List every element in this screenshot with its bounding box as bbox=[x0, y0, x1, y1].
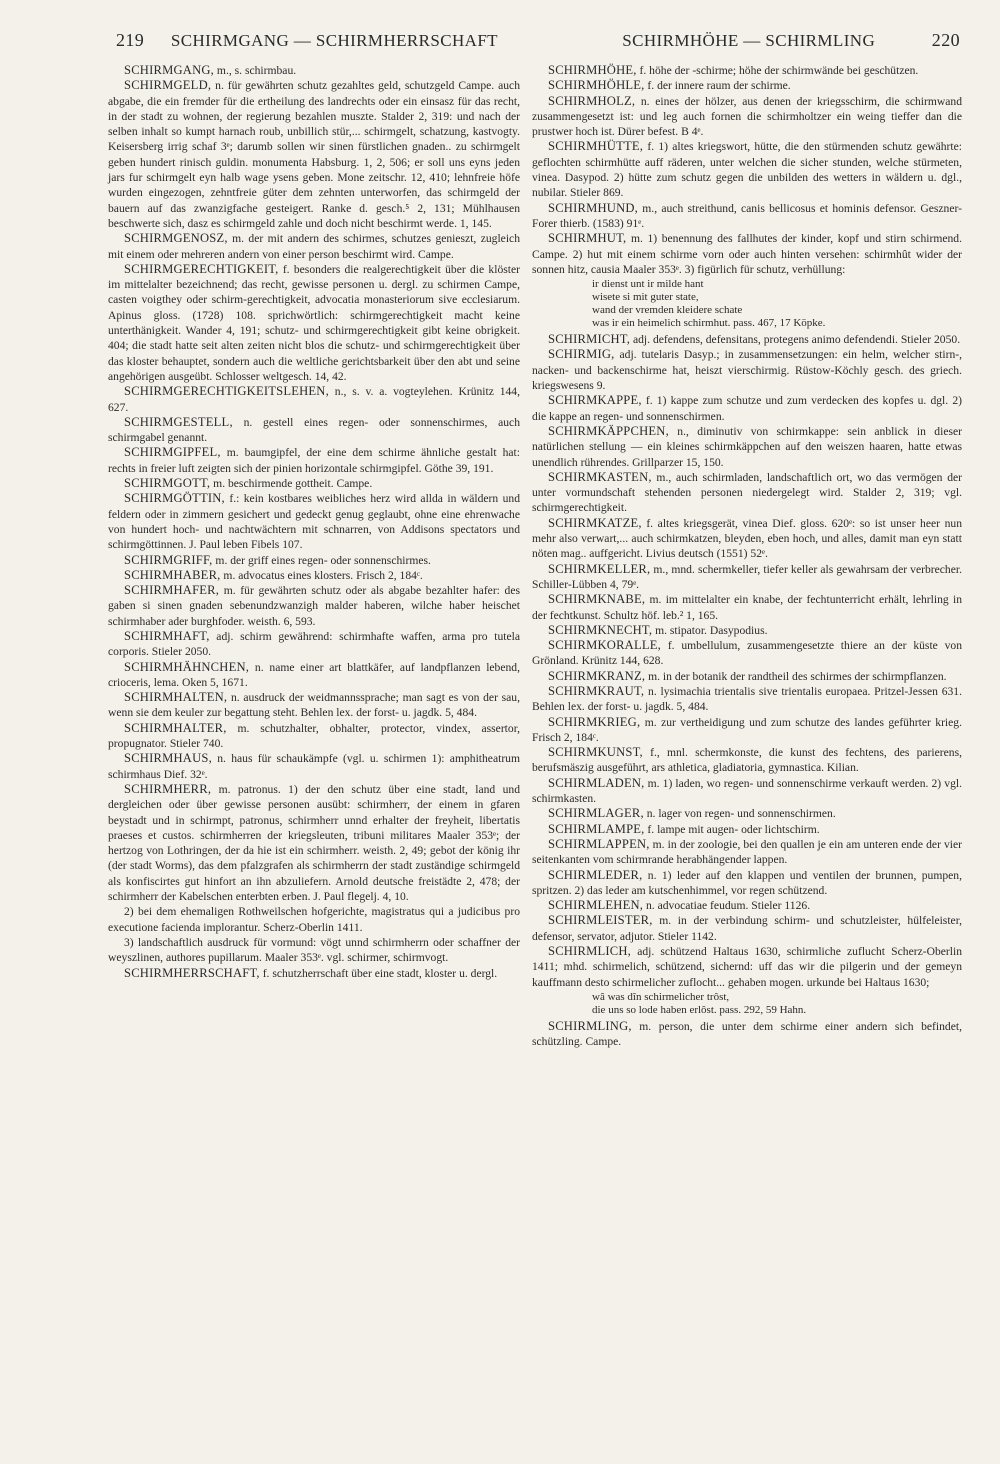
entry-definition: m., auch schirmladen, landschaftlich ort, wo das vermögen der unter vormundschaft stehenden personen niedergelegt wird. Stalder 2, 319; vgl. schirmgerechtigkeit. bbox=[532, 470, 962, 515]
dictionary-entry bbox=[532, 868, 962, 899]
entry-definition: f. altes kriegsgerät, vinea Dief. gloss. 620ᵉ: so ist unser heer nun mehr also verwart,... auch schirmkatzen, bleyden, eben hoch, und alles, damit man eyn statt nöten mag.. auffgericht. Livius deutsch (1551) 52ᵉ. bbox=[532, 516, 962, 561]
entry-definition: m. der mit andern des schirmes, schutzes genieszt, zugleich mit einem oder mehreren andern von einer person beschirmt wird. Campe. bbox=[108, 232, 520, 261]
entry-headword: SCHIRMKORALLE, bbox=[548, 638, 662, 653]
dictionary-entry bbox=[532, 424, 962, 470]
left-column bbox=[108, 63, 520, 981]
entry-headword: SCHIRMKNABE, bbox=[548, 592, 646, 607]
entry-headword: SCHIRMGANG, bbox=[124, 63, 215, 77]
entry-definition: m. der griff eines regen- oder sonnenschirmes. bbox=[212, 553, 431, 567]
entry-headword: SCHIRMGESTELL, bbox=[124, 414, 233, 429]
dictionary-entry bbox=[532, 592, 962, 623]
dictionary-entry bbox=[108, 78, 520, 231]
page-number-left: 219 bbox=[116, 30, 145, 50]
entry-definition: m. schutzhalter, obhalter, protector, vindex, assertor, propugnator. Stieler 740. bbox=[108, 721, 520, 751]
quotation-line: was ir ein heimelich schirmhut. pass. 467, 17 Köpke. bbox=[592, 317, 826, 330]
dictionary-entry bbox=[532, 139, 962, 200]
entry-headword: SCHIRMGENOSZ, bbox=[124, 231, 228, 246]
dictionary-entry bbox=[532, 347, 962, 393]
entry-definition: m. patronus. 1) der den schutz über eine stadt, land und dergleichen oder über gewisse personen ausübt: schirmherr, der einem in gfaren beystadt und in schirmpt, patronus, schirmherr unnd erhalter der freyheit, libertatis praeses et custos. schirmherren der kriegsleuten, tribuni militares Maaler 353ᵉ; der hertzog von Lothringen, der da hie ist ein schirmherr. weisth. 2, 49; gebot der könig ihr (der stadt Worms), das dem pfalzgrafen als schirmherrn der stadt zuständige schirmgeld als konfiscirtes gut hinfort an ihn abzuliefern. Arnold deutsche freistädte 2, 478; der schirmherr der Kabelschen enterbten erben. J. Paul flegelj. 4, 10. bbox=[108, 782, 520, 904]
entry-definition: m. im mittelalter ein knabe, der fechtunterricht erhält, lehrling in der fechtkunst. Schultz höf. leb.² 1, 165. bbox=[532, 593, 962, 622]
entry-headword: SCHIRMGERECHTIGKEIT, bbox=[124, 261, 279, 276]
dictionary-entry bbox=[108, 384, 520, 415]
running-header-left bbox=[116, 30, 498, 51]
dictionary-entry bbox=[108, 935, 520, 966]
entry-definition: f.: kein kostbares weibliches herz wird allda in wäldern und feldern oder in zimmern gesichert und gedeckt genug geglaubt, ohne eine ehrenwache von hundert hoch- und nachtwächtern mit schnarren, von Addisons spectators und schirmgöttinnen. J. Paul leben Fibels 107. bbox=[108, 492, 520, 552]
dictionary-entry bbox=[532, 715, 962, 746]
header-title-left: SCHIRMGANG — SCHIRMHERRSCHAFT bbox=[170, 31, 498, 50]
entry-headword: SCHIRMHÄHNCHEN, bbox=[124, 659, 250, 674]
dictionary-entry bbox=[108, 231, 520, 262]
quotation-line: ir dienst unt ir milde hant bbox=[592, 278, 704, 291]
entry-headword: SCHIRMHAFER, bbox=[124, 583, 220, 598]
entry-headword: SCHIRMHOLZ, bbox=[548, 93, 636, 108]
entry-definition: 2) bei dem ehemaligen Rothweilschen hofgerichte, magistratus qui a judicibus pro executione facienda implorantur. Scherz-Oberlin 1411. bbox=[108, 905, 520, 934]
entry-headword: SCHIRMLAPPEN, bbox=[548, 836, 650, 851]
entry-headword: SCHIRMLAGER, bbox=[548, 806, 644, 821]
entry-definition: n. haus für schaukämpfe (vgl. u. schirmen 1): amphitheatrum schirmhaus Dief. 32ᵉ. bbox=[108, 752, 520, 781]
entry-headword: SCHIRMGRIFF, bbox=[124, 552, 213, 567]
entry-definition: adj. defendens, defensitans, protegens animo defendendi. Stieler 2050. bbox=[630, 333, 961, 347]
dictionary-entry bbox=[108, 63, 520, 78]
entry-definition: f. schutzherrschaft über eine stadt, kloster u. dergl. bbox=[259, 966, 498, 980]
dictionary-entry bbox=[532, 332, 962, 347]
header-title-right: SCHIRMHÖHE — SCHIRMLING bbox=[622, 31, 876, 50]
entry-headword: SCHIRMLING, bbox=[548, 1018, 632, 1033]
entry-headword: SCHIRMKRANZ, bbox=[548, 668, 646, 683]
entry-headword: SCHIRMHALTEN, bbox=[124, 690, 228, 705]
entry-headword: SCHIRMKASTEN, bbox=[548, 469, 652, 484]
entry-headword: SCHIRMGERECHTIGKEITSLEHEN, bbox=[124, 384, 329, 399]
quotation bbox=[592, 991, 962, 1017]
entry-headword: SCHIRMLAMPE, bbox=[548, 821, 645, 836]
dictionary-entry bbox=[108, 553, 520, 568]
entry-definition: 3) landschaftlich ausdruck für vormund: vögt unnd schirmherrn oder schaffner der weyszlinen, authores pupillarum. Maaler 353ᵉ. vgl. schirmer, schirmvogt. bbox=[108, 935, 520, 965]
entry-definition: m. für gewährten schutz oder als abgabe bezahlter hafer: des gaben si sinen gnaden sebenundzwanzigh malder haberen, wilche haber heischet schirmhaber ader burghfoder. weisth. 6, 593. bbox=[108, 584, 520, 628]
entry-definition: n., diminutiv von schirmkappe: sein anblick in dieser natürlichen stellung — ein kleines schirmkäppchen auf den weiszen haaren, hatte etwas unendlich rührendes. Grillparzer 15, 150. bbox=[532, 424, 962, 469]
quotation-line: wand der vremden kleidere schate bbox=[592, 304, 743, 317]
entry-headword: SCHIRMLADEN, bbox=[548, 775, 645, 790]
dictionary-entry bbox=[532, 470, 962, 516]
dictionary-entry bbox=[108, 568, 520, 583]
dictionary-entry bbox=[532, 837, 962, 868]
dictionary-entry bbox=[532, 1019, 962, 1050]
entry-headword: SCHIRMHUND, bbox=[548, 200, 639, 215]
dictionary-entry bbox=[108, 445, 520, 476]
entry-headword: SCHIRMHALTER, bbox=[124, 720, 227, 735]
entry-headword: SCHIRMKAPPE, bbox=[548, 393, 642, 408]
entry-definition: m. person, die unter dem schirme einer andern sich befindet, schützling. Campe. bbox=[532, 1019, 962, 1049]
entry-headword: SCHIRMKATZE, bbox=[548, 515, 642, 530]
entry-headword: SCHIRMHUT, bbox=[548, 231, 627, 246]
dictionary-entry bbox=[532, 78, 962, 93]
dictionary-entry bbox=[532, 944, 962, 990]
entry-definition: adj. schützend Haltaus 1630, schirmliche zuflucht Scherz-Oberlin 1411; mhd. schirmelich, schützend, sichernd: uff das wir die pilgerin und der gemeyn kauffmann desto schirmelicher zuflocht... gehaben mogen. urkunde bei Haltaus 1630; bbox=[532, 945, 962, 989]
dictionary-entry bbox=[532, 516, 962, 562]
entry-definition: m. zur vertheidigung und zum schutze des landes geführter krieg. Frisch 2, 184ᶜ. bbox=[532, 715, 962, 744]
entry-definition: f. höhe der -schirme; höhe der schirmwände bei geschützen. bbox=[636, 64, 919, 77]
entry-headword: SCHIRMLEISTER, bbox=[548, 913, 653, 928]
entry-headword: SCHIRMKNECHT, bbox=[548, 622, 653, 637]
entry-definition: f. 1) kappe zum schutze und zum verdecken des kopfes u. dgl. 2) die kappe an regen- und sonnenschirmen. bbox=[532, 394, 962, 423]
dictionary-entry bbox=[532, 822, 962, 837]
entry-definition: m., s. schirmbau. bbox=[214, 64, 297, 77]
entry-headword: SCHIRMGOTT, bbox=[124, 476, 211, 491]
dictionary-entry bbox=[108, 491, 520, 552]
quotation-line: wisete si mit guter state, bbox=[592, 291, 699, 304]
entry-headword: SCHIRMHERR, bbox=[124, 781, 212, 796]
entry-headword: SCHIRMLEHEN, bbox=[548, 898, 644, 913]
dictionary-entry bbox=[532, 94, 962, 140]
entry-headword: SCHIRMHÜTTE, bbox=[548, 139, 644, 154]
entry-definition: f. umbellulum, zusammengesetzte thiere an der küste von Grönland. Krünitz 144, 628. bbox=[532, 639, 962, 668]
entry-definition: m. in der zoologie, bei den quallen je ein am unteren ende der vier seitenkanten vom schirmrande herabhängender lappen. bbox=[532, 837, 962, 867]
dictionary-entry bbox=[108, 966, 520, 981]
entry-definition: n. für gewährten schutz gezahltes geld, schutzgeld Campe. auch abgabe, die ein fremder für die ertheilung des landrechts oder ein einsasz für das recht, in der stadt zu wohnen, der regierung bezahlen muszte. Stalder 2, 319: und nach der selben inhalt so kumpt harnach roub, unbillich stür,... schirmgelt, schatzung, kastvogty. Keisersberg irrig schaf 3ᵉ; darumb sollen wir sinen fürstlichen gnaden.. zu schirmgelt geben hundert rinisch guldin. monumenta Habsburg. 1, 2, 506; er soll uns eyns jeden jars fur schirmgelt eyn halb wage ysens geben. Mone zeitschr. 12, 410; lehnfreie höfe wurden eingezogen, zehntfreie güter dem zehnten unterworfen, das schirmgeld der bauern auf das zwanzigfache gesteigert. Ranke d. gesch.⁵ 2, 131; Mühlhausen beschwerte sich, dasz es schirmgeld zahle und doch nicht beschirmt werde. 1, 145. bbox=[108, 79, 520, 230]
quotation bbox=[592, 278, 962, 330]
dictionary-entry bbox=[108, 262, 520, 384]
entry-headword: SCHIRMKUNST, bbox=[548, 745, 643, 760]
entry-definition: m., mnd. schermkeller, tiefer keller als gewahrsam der verbrecher. Schiller-Lübben 4, 79ᵉ. bbox=[532, 562, 962, 591]
entry-definition: m. 1) laden, wo regen- und sonnenschirme verkauft werden. 2) vgl. schirmkasten. bbox=[532, 776, 962, 806]
entry-definition: f., mnl. schermkonste, die kunst des fechtens, des parierens, berufsmäszig ausgeführt, ars athletica, gladiatoria, gymnastica. Kilian. bbox=[532, 746, 962, 775]
entry-definition: m. advocatus eines klosters. Frisch 2, 184ᶜ. bbox=[220, 568, 423, 582]
dictionary-entry bbox=[108, 782, 520, 904]
dictionary-entry bbox=[108, 583, 520, 629]
entry-headword: SCHIRMKELLER, bbox=[548, 561, 651, 576]
dictionary-entry bbox=[532, 745, 962, 776]
dictionary-entry bbox=[532, 669, 962, 684]
entry-definition: f. der innere raum der schirme. bbox=[644, 79, 791, 93]
dictionary-entry bbox=[108, 629, 520, 660]
entry-headword: SCHIRMKÄPPCHEN, bbox=[548, 423, 669, 438]
dictionary-entry bbox=[532, 776, 962, 807]
dictionary-entry bbox=[108, 751, 520, 782]
entry-headword: SCHIRMKRIEG, bbox=[548, 714, 641, 729]
dictionary-entry bbox=[532, 393, 962, 424]
dictionary-entry bbox=[532, 913, 962, 944]
entry-definition: adj. tutelaris Dasyp.; in zusammensetzungen: ein helm, welcher stirn-, nacken- und backenschirme hat, heiszt vierschirmig. Rüstow-Köchly gesch. des griech. kriegswesens 9. bbox=[532, 348, 962, 393]
entry-definition: f. 1) altes kriegswort, hütte, die den stürmenden schutz gewährte: geflochten schirmhütte auff räderen, unter welchen die sicher stunden, welche stürmeten, vinea. Dasypod. 2) hütte zum schutz gegen die unbilden des wetters in wäldern u. dgl., nubilar. Stieler 869. bbox=[532, 140, 962, 200]
entry-headword: SCHIRMGELD, bbox=[124, 78, 212, 93]
entry-definition: n. name einer art blattkäfer, auf landpflanzen lebend, crioceris, lema. Oken 5, 1671. bbox=[108, 660, 520, 689]
entry-headword: SCHIRMHÖHLE, bbox=[548, 78, 645, 93]
right-column bbox=[532, 63, 962, 1050]
entry-definition: m. 1) benennung des fallhutes der kinder, kopf und stirn schirmend. Campe. 2) hut mit einem schirme vorn oder auch hinten versehen: schirmhût wider der sonnen hitz, causia Maaler 353ᵉ. 3) figürlich für schutz, verhüllung: bbox=[532, 232, 962, 276]
running-header-right bbox=[622, 30, 960, 51]
entry-definition: m. beschirmende gottheit. Campe. bbox=[210, 477, 373, 491]
entry-definition: m. baumgipfel, der eine dem schirme ähnliche gestalt hat: rechts in freier luft zeigten sich der pinien horizontale schirmgipfel. Göthe 39, 191. bbox=[108, 446, 520, 475]
entry-definition: n. eines der hölzer, aus denen der kriegsschirm, die schirmwand zusammengesetzt ist: und leg auch fornen die schirmholtzer ein weing tieffer dan die prustwer hoch ist. Dürer befest. B 4ᵉ. bbox=[532, 94, 962, 139]
entry-definition: f. besonders die realgerechtigkeit über die klöster im mittelalter bezeichnend; das recht, gewisse personen u. dergl. zu schirmen Campe, casten voigthey oder schirm-gerechtigkeit, advocatia monasteriorum sive ecclesiarum. Apinus gloss. (1728) 108. sprichwörtlich: schirmgerechtigkeit macht keine unterthänigkeit. Wander 4, 191; schutz- und schirmgerechtigkeit gibt keine obrigkeit. 404; die stadt hatte seit alten zeiten nicht blos die schutz- und schirmgerechtigkeit über das kloster behauptet, sondern auch die weltliche gerichtsbarkeit über den abt und seine angehörigen ausgeübt. Schlosser weltgesch. 14, 42. bbox=[108, 262, 520, 383]
entry-headword: SCHIRMLEDER, bbox=[548, 867, 643, 882]
dictionary-entry bbox=[108, 476, 520, 491]
entry-definition: n. advocatiae feudum. Stieler 1126. bbox=[643, 899, 811, 913]
entry-headword: SCHIRMHABER, bbox=[124, 567, 221, 582]
dictionary-entry bbox=[532, 623, 962, 638]
dictionary-entry bbox=[532, 201, 962, 232]
dictionary-entry bbox=[108, 660, 520, 691]
dictionary-entry bbox=[532, 898, 962, 913]
entry-definition: f. lampe mit augen- oder lichtschirm. bbox=[644, 822, 820, 836]
entry-definition: n. ausdruck der weidmannssprache; man sagt es von der sau, wenn sie dem keuler zur begattung steht. Behlen lex. der forst- u. jagdk. 5, 484. bbox=[108, 691, 520, 720]
entry-headword: SCHIRMGIPFEL, bbox=[124, 445, 221, 460]
dictionary-entry bbox=[532, 638, 962, 669]
entry-definition: m., auch streithund, canis bellicosus et hominis defensor. Geszner-Forer thierb. (1583) 91ᵉ. bbox=[532, 201, 962, 230]
dictionary-entry bbox=[532, 806, 962, 821]
entry-headword: SCHIRMLICH, bbox=[548, 944, 632, 959]
dictionary-entry bbox=[108, 904, 520, 935]
dictionary-entry bbox=[108, 415, 520, 446]
dictionary-entry bbox=[532, 63, 962, 78]
entry-headword: SCHIRMHAFT, bbox=[124, 628, 210, 643]
dictionary-entry bbox=[532, 231, 962, 277]
entry-headword: SCHIRMIG, bbox=[548, 347, 615, 362]
entry-headword: SCHIRMGÖTTIN, bbox=[124, 491, 225, 506]
quotation-line: wâ was dîn schirmelicher trôst, bbox=[592, 990, 730, 1003]
entry-definition: n. gestell eines regen- oder sonnenschirmes, auch schirmgabel genannt. bbox=[108, 415, 520, 445]
entry-headword: SCHIRMHAUS, bbox=[124, 751, 212, 766]
entry-headword: SCHIRMHERRSCHAFT, bbox=[124, 965, 260, 980]
entry-definition: m. in der botanik der randtheil des schirmes der schirmpflanzen. bbox=[645, 669, 947, 683]
entry-headword: SCHIRMICHT, bbox=[548, 332, 631, 347]
dictionary-entry bbox=[108, 690, 520, 721]
quotation-line: die uns so lode haben erlôst. pass. 292, 59 Hahn. bbox=[592, 1003, 807, 1016]
entry-definition: m. in der verbindung schirm- und schutzleister, hülfeleister, defensor, servator, adjutor. Stieler 1142. bbox=[532, 914, 962, 943]
dictionary-entry bbox=[532, 684, 962, 715]
entry-definition: n. 1) leder auf den klappen und ventilen der brunnen, pumpen, spritzen. 2) das leder am kutschenhimmel, vor regen schützend. bbox=[532, 868, 962, 897]
entry-definition: adj. schirm gewährend: schirmhafte waffen, arma pro tutela corporis. Stieler 2050. bbox=[108, 629, 520, 659]
dictionary-entry bbox=[532, 562, 962, 593]
entry-definition: m. stipator. Dasypodius. bbox=[652, 623, 768, 637]
entry-headword: SCHIRMKRAUT, bbox=[548, 683, 645, 698]
entry-definition: n. lysimachia trientalis sive trientalis europaea. Pritzel-Jessen 631. Behlen lex. der forst- u. jagdk. 5, 484. bbox=[532, 684, 962, 714]
entry-definition: n., s. v. a. vogteylehen. Krünitz 144, 627. bbox=[108, 385, 520, 414]
page-number-right: 220 bbox=[931, 30, 960, 50]
entry-definition: n. lager von regen- und sonnenschirmen. bbox=[643, 807, 836, 821]
dictionary-entry bbox=[108, 721, 520, 752]
entry-headword: SCHIRMHÖHE, bbox=[548, 63, 637, 77]
